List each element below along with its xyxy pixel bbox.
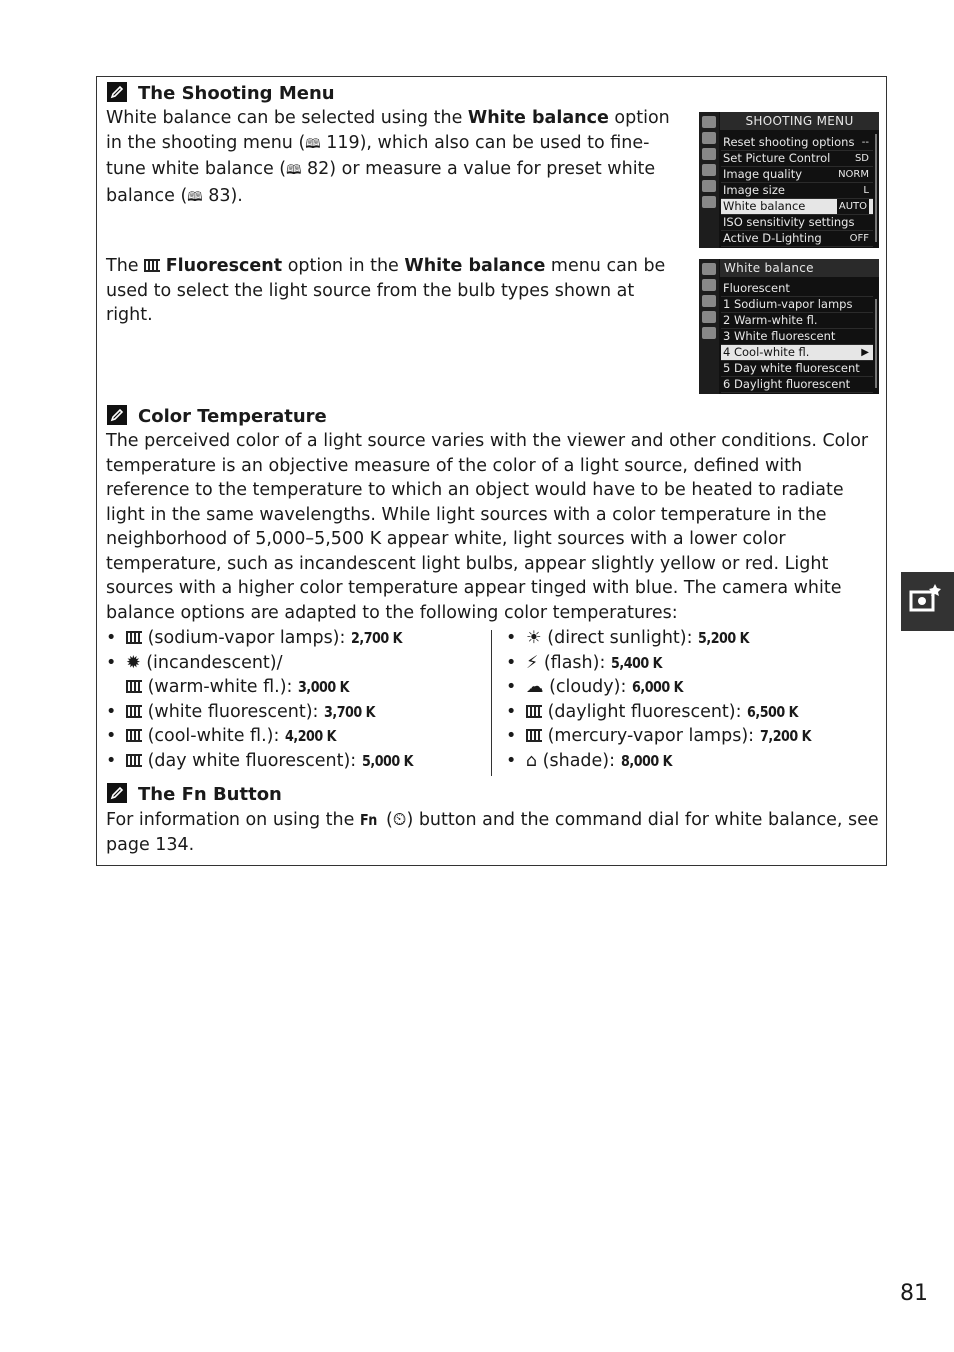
shooting-menu-paragraph: White balance can be selected using the White balance option in the shooting menu (🕮 119), which also can be used to fine-tune white balance (🕮 82) or measure a value for preset white balance (🕮 83). xyxy=(106,108,670,206)
list-item: • ☁ (cloudy): 6,000 K xyxy=(506,677,683,697)
day-white-icon xyxy=(126,754,142,767)
wrench-icon xyxy=(702,148,716,160)
section-title-fn-button: The Fn Button xyxy=(138,784,282,805)
screen-header: SHOOTING MENU xyxy=(720,112,879,130)
menu-row: Set Picture Control SD xyxy=(721,151,873,167)
self-timer-icon: ⏲ xyxy=(392,810,407,830)
temperature-list-right xyxy=(506,626,822,773)
cool-white-icon xyxy=(126,729,142,742)
menu-row: Image quality NORM xyxy=(721,167,873,183)
list-item: • (daylight fluorescent): 6,500 K xyxy=(506,701,799,722)
camera-icon xyxy=(702,279,716,291)
cloud-icon: ☁ xyxy=(526,677,544,697)
bulb-option-row-selected: 4 Cool-white fl. ▶ xyxy=(721,345,873,361)
retouch-icon xyxy=(702,311,716,323)
fluorescent-paragraph: The Fluorescent option in the White balance menu can be used to select the light source from the bulb types shown at right. xyxy=(106,256,666,325)
list-item: • ✹ (incandescent)/ xyxy=(106,652,283,673)
menu-row-selected: White balance AUTO xyxy=(721,199,873,215)
list-item: • (mercury-vapor lamps): 7,200 K xyxy=(506,726,811,746)
section-title-color-temperature: Color Temperature xyxy=(138,406,327,427)
bulb-option-row: 2 Warm-white fl. xyxy=(721,313,873,329)
book-icon: 🕮 xyxy=(305,136,321,152)
white-fluorescent-icon xyxy=(126,705,142,718)
my-menu-icon xyxy=(702,180,716,192)
pencil-note-icon xyxy=(107,405,127,425)
shade-icon: ⌂ xyxy=(526,750,538,771)
book-icon: 🕮 xyxy=(286,163,302,178)
warm-white-icon xyxy=(126,680,142,693)
bulb-option-row: 6 Daylight fluorescent xyxy=(721,377,873,393)
list-item: • ⌂ (shade): 8,000 K xyxy=(506,750,672,771)
mercury-vapor-icon xyxy=(526,729,542,742)
menu-row: Reset shooting options -- xyxy=(721,135,873,151)
scrollbar xyxy=(875,134,877,242)
temperature-list-left xyxy=(106,626,424,773)
chapter-tab xyxy=(901,572,954,631)
list-item-continued: (warm-white fl.): 3,000 K xyxy=(106,675,424,700)
playback-icon xyxy=(702,116,716,128)
flash-icon: ⚡ xyxy=(526,652,539,673)
camera-settings-icon xyxy=(901,572,954,631)
list-item: • (white fluorescent): 3,700 K xyxy=(106,701,376,722)
help-icon xyxy=(702,196,716,208)
daylight-fluorescent-icon xyxy=(526,705,542,718)
menu-row: Image size L xyxy=(721,183,873,199)
menu-tab-strip xyxy=(699,259,719,394)
pencil-note-icon xyxy=(107,783,127,803)
scrollbar xyxy=(875,299,877,388)
list-item: • (sodium-vapor lamps): 2,700 K xyxy=(106,628,403,648)
menu-row: ISO sensitivity settings xyxy=(721,215,873,231)
wrench-icon xyxy=(702,295,716,307)
bulb-option-row: 3 White fluorescent xyxy=(721,329,873,345)
list-item: • ⚡ (flash): 5,400 K xyxy=(506,652,662,673)
camera-icon xyxy=(702,132,716,144)
fn-button-paragraph: For information on using the Fn (⏲) button and the command dial for white balance, see page 134. xyxy=(106,810,879,855)
bulb-option-row: 1 Sodium-vapor lamps xyxy=(721,297,873,313)
list-item: • (day white fluorescent): 5,000 K xyxy=(106,750,413,771)
bulb-option-row: 5 Day white fluorescent xyxy=(721,361,873,377)
retouch-icon xyxy=(702,164,716,176)
screen-subheader: Fluorescent xyxy=(721,281,873,297)
list-item: • ☀ (direct sunlight): 5,200 K xyxy=(506,628,750,648)
menu-row: Active D-Lighting OFF xyxy=(721,231,873,247)
column-divider xyxy=(491,630,492,776)
list-item: • (cool-white fl.): 4,200 K xyxy=(106,726,336,746)
pencil-note-icon xyxy=(107,82,127,102)
sun-icon: ☀ xyxy=(526,628,542,648)
section-title-shooting-menu: The Shooting Menu xyxy=(138,83,335,104)
arrow-right-icon: ▶ xyxy=(861,347,869,358)
my-menu-icon xyxy=(702,327,716,339)
color-temperature-paragraph: The perceived color of a light source varies with the viewer and other conditions. Color temperature is an objective measure of the color of a light source, defined with reference to the temperature to which an object would have to be heated to radiate light in the same wavelengths. While light sources with a color temperature in the neighborhood of 5,000–5,500 K appear white, light sources with a lower color temperature, such as incandescent light bulbs, appear slightly yellow or red. Light sources with a higher color temperature appear tinged with blue. The camera white balance options are adapted to the following color temperatures: xyxy=(106,431,869,623)
sodium-vapor-icon xyxy=(126,631,142,644)
page-number: 81 xyxy=(900,1281,928,1306)
shooting-menu-screen xyxy=(699,112,879,248)
playback-icon xyxy=(702,263,716,275)
menu-tab-strip xyxy=(699,112,719,248)
screen-header: White balance xyxy=(720,259,879,277)
book-icon: 🕮 xyxy=(187,189,203,205)
fluorescent-icon xyxy=(144,259,160,272)
white-balance-screen xyxy=(699,259,879,394)
incandescent-icon: ✹ xyxy=(126,652,141,673)
